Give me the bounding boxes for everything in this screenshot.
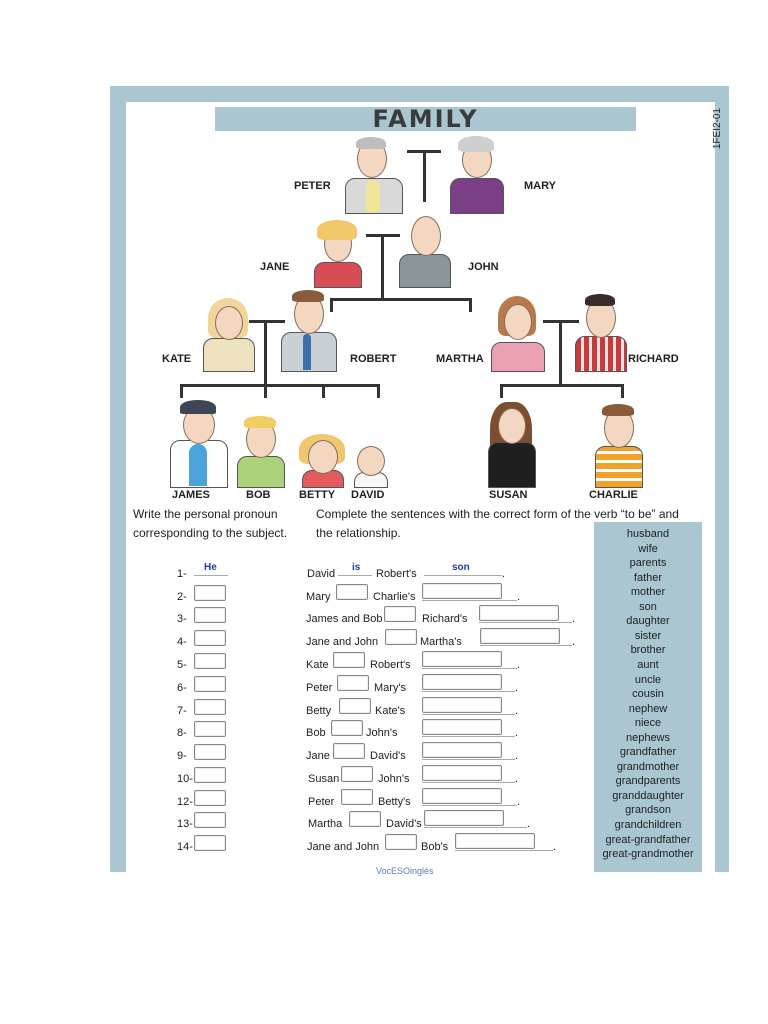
sentence-subject: Jane xyxy=(306,750,330,762)
sentence-period: . xyxy=(527,818,531,830)
row-number: 4- xyxy=(177,636,187,648)
sentence-period: . xyxy=(515,727,519,739)
pronoun-input[interactable] xyxy=(194,699,226,715)
tree-line xyxy=(180,384,183,398)
verb-underline xyxy=(338,575,372,576)
relation-underline xyxy=(480,645,572,646)
relation-underline xyxy=(422,782,515,783)
name-richard: RICHARD xyxy=(628,353,679,365)
sentence-subject: Bob xyxy=(306,727,326,739)
sentence-period: . xyxy=(515,682,519,694)
name-jane: JANE xyxy=(260,261,290,273)
name-robert: ROBERT xyxy=(350,353,397,365)
pronoun-input[interactable] xyxy=(194,790,226,806)
word-bank-item: father xyxy=(633,571,663,584)
sentence-period: . xyxy=(502,568,506,580)
sentence-possessive: David's xyxy=(386,818,422,830)
sentence-period: . xyxy=(515,773,519,785)
sentence-possessive: Betty's xyxy=(378,796,411,808)
name-kate: KATE xyxy=(162,353,192,365)
sentence-possessive: Charlie's xyxy=(373,591,416,603)
name-peter: PETER xyxy=(294,180,331,192)
name-martha: MARTHA xyxy=(436,353,484,365)
relation-input[interactable] xyxy=(422,674,502,690)
sentence-possessive: John's xyxy=(378,773,410,785)
sentence-possessive: Richard's xyxy=(422,613,468,625)
relation-underline xyxy=(422,805,517,806)
sentence-possessive: Martha's xyxy=(420,636,462,648)
sentence-subject: Peter xyxy=(308,796,335,808)
word-bank-item: great-grandmother xyxy=(602,848,694,861)
worksheet-code: 1FEI2-01 xyxy=(712,108,723,150)
tree-line xyxy=(621,384,624,398)
relation-input[interactable] xyxy=(422,765,502,781)
word-bank-item: grandfather xyxy=(619,746,677,759)
pronoun-input[interactable] xyxy=(194,744,226,760)
relation-underline xyxy=(422,714,515,715)
relation-underline xyxy=(479,622,572,623)
pronoun-answer: He xyxy=(204,562,217,573)
name-james: JAMES xyxy=(172,489,210,501)
verb-input[interactable] xyxy=(333,652,365,668)
relation-input[interactable] xyxy=(422,583,502,599)
word-bank-item: husband xyxy=(626,528,670,540)
relation-input[interactable] xyxy=(455,833,535,849)
sentence-period: . xyxy=(553,841,557,853)
sentence-possessive: Bob's xyxy=(421,841,449,853)
title-bar xyxy=(215,107,636,131)
relation-input[interactable] xyxy=(422,651,502,667)
sentence-subject: David xyxy=(307,568,336,580)
relation-answer: son xyxy=(452,562,470,573)
tree-line xyxy=(180,384,380,387)
verb-answer: is xyxy=(352,562,361,573)
tree-line xyxy=(469,298,472,312)
sentence-subject: Jane and John xyxy=(306,636,379,648)
name-david: DAVID xyxy=(351,489,385,501)
footer-credit: VocESOinglés xyxy=(376,866,434,876)
relation-underline xyxy=(424,575,502,576)
relation-underline xyxy=(424,827,527,828)
instruction-sentences: Complete the sentences with the correct form of the verb “to be” and the relationship. xyxy=(316,507,679,540)
pronoun-input[interactable] xyxy=(194,630,226,646)
word-bank-item: granddaughter xyxy=(612,789,684,802)
tree-line xyxy=(330,298,472,301)
verb-input[interactable] xyxy=(385,834,417,850)
word-bank-item: sister xyxy=(634,629,662,642)
tree-line xyxy=(330,298,333,312)
word-bank-item: nephews xyxy=(625,731,671,744)
tree-line xyxy=(500,384,624,387)
verb-input[interactable] xyxy=(349,811,381,827)
word-bank-item: grandchildren xyxy=(614,819,682,831)
sentence-period: . xyxy=(515,750,519,762)
word-bank-item: cousin xyxy=(632,688,664,701)
sentence-possessive: John's xyxy=(366,727,398,739)
sentence-subject: Susan xyxy=(308,773,340,785)
word-bank xyxy=(594,522,702,872)
row-number: 3- xyxy=(177,613,187,625)
sentence-period: . xyxy=(515,705,519,717)
relation-input[interactable] xyxy=(422,719,502,735)
tree-line xyxy=(264,384,267,398)
verb-input[interactable] xyxy=(333,743,365,759)
relation-underline xyxy=(422,600,517,601)
sentence-subject: Kate xyxy=(306,659,329,671)
word-bank-item: nephew xyxy=(628,702,668,715)
sentence-subject: Betty xyxy=(306,705,332,717)
relation-underline xyxy=(455,850,553,851)
sentence-period: . xyxy=(517,796,521,808)
sentence-possessive: Robert's xyxy=(370,659,411,671)
tree-line xyxy=(559,320,562,386)
pronoun-input[interactable] xyxy=(194,721,226,737)
pronoun-underline xyxy=(194,575,228,576)
relation-input[interactable] xyxy=(424,810,504,826)
row-number: 10- xyxy=(177,773,193,785)
word-bank-item: grandmother xyxy=(616,760,680,773)
tree-line xyxy=(249,320,285,323)
sentence-period: . xyxy=(572,636,576,648)
pronoun-input[interactable] xyxy=(194,812,226,828)
word-bank-item: niece xyxy=(634,717,662,730)
word-bank-item: son xyxy=(639,600,657,613)
verb-input[interactable] xyxy=(339,698,371,714)
tree-line xyxy=(423,150,426,202)
relation-input[interactable] xyxy=(480,628,560,644)
pronoun-input[interactable] xyxy=(194,653,226,669)
relation-underline xyxy=(422,691,515,692)
name-mary: MARY xyxy=(524,180,556,192)
sentence-possessive: Kate's xyxy=(375,705,406,717)
pronoun-input[interactable] xyxy=(194,585,226,601)
word-bank-item: wife xyxy=(638,542,658,555)
sentence-subject: Mary xyxy=(306,591,331,603)
sentence-possessive: Robert's xyxy=(376,568,417,580)
word-bank-item: brother xyxy=(630,644,666,657)
word-bank-item: daughter xyxy=(626,615,670,628)
tree-line xyxy=(322,384,325,398)
sentence-period: . xyxy=(517,591,521,603)
word-bank-item: uncle xyxy=(634,673,662,686)
word-bank-item: aunt xyxy=(637,658,659,671)
sentence-subject: Jane and John xyxy=(307,841,380,853)
row-number: 1- xyxy=(177,568,187,580)
tree-line xyxy=(500,384,503,398)
name-charlie: CHARLIE xyxy=(589,489,638,501)
verb-input[interactable] xyxy=(336,584,368,600)
word-bank-item: grandson xyxy=(625,804,671,817)
word-bank-item: parents xyxy=(629,557,667,570)
pronoun-input[interactable] xyxy=(194,676,226,692)
relation-input[interactable] xyxy=(422,697,502,713)
row-number: 13- xyxy=(177,818,193,830)
row-number: 5- xyxy=(177,659,187,671)
sentence-possessive: David's xyxy=(370,750,406,762)
page-title: FAMILY xyxy=(372,105,479,133)
word-bank-item: grandparents xyxy=(615,775,681,788)
name-bob: BOB xyxy=(246,489,271,501)
row-number: 8- xyxy=(177,727,187,739)
pronoun-input[interactable] xyxy=(194,767,226,783)
relation-underline xyxy=(422,736,515,737)
right-margin-strip xyxy=(715,500,729,872)
relation-underline xyxy=(422,759,515,760)
verb-input[interactable] xyxy=(337,675,369,691)
row-number: 12- xyxy=(177,796,193,808)
word-bank-item: mother xyxy=(630,586,666,599)
pronoun-input[interactable] xyxy=(194,607,226,623)
relation-input[interactable] xyxy=(479,605,559,621)
name-betty: BETTY xyxy=(299,489,336,501)
verb-input[interactable] xyxy=(341,766,373,782)
relation-input[interactable] xyxy=(422,788,502,804)
sentence-period: . xyxy=(572,613,576,625)
verb-input[interactable] xyxy=(385,629,417,645)
verb-input[interactable] xyxy=(384,606,416,622)
verb-input[interactable] xyxy=(341,789,373,805)
left-margin-strip xyxy=(110,500,126,872)
word-bank-item: great-grandfather xyxy=(605,833,691,846)
sentence-subject: James and Bob xyxy=(306,613,383,625)
sentence-possessive: Mary's xyxy=(374,682,407,694)
sentence-period: . xyxy=(517,659,521,671)
tree-line xyxy=(381,234,384,298)
relation-underline xyxy=(422,668,517,669)
sentence-subject: Martha xyxy=(308,818,343,830)
pronoun-input[interactable] xyxy=(194,835,226,851)
row-number: 14- xyxy=(177,841,193,853)
sentence-subject: Peter xyxy=(306,682,333,694)
name-susan: SUSAN xyxy=(489,489,528,501)
row-number: 6- xyxy=(177,682,187,694)
row-number: 7- xyxy=(177,705,187,717)
tree-line xyxy=(264,320,267,386)
row-number: 9- xyxy=(177,750,187,762)
tree-line xyxy=(377,384,380,398)
name-john: JOHN xyxy=(468,261,499,273)
row-number: 2- xyxy=(177,591,187,603)
relation-input[interactable] xyxy=(422,742,502,758)
instruction-pronoun: Write the personal pronoun corresponding to the subject. xyxy=(133,507,288,540)
verb-input[interactable] xyxy=(331,720,363,736)
